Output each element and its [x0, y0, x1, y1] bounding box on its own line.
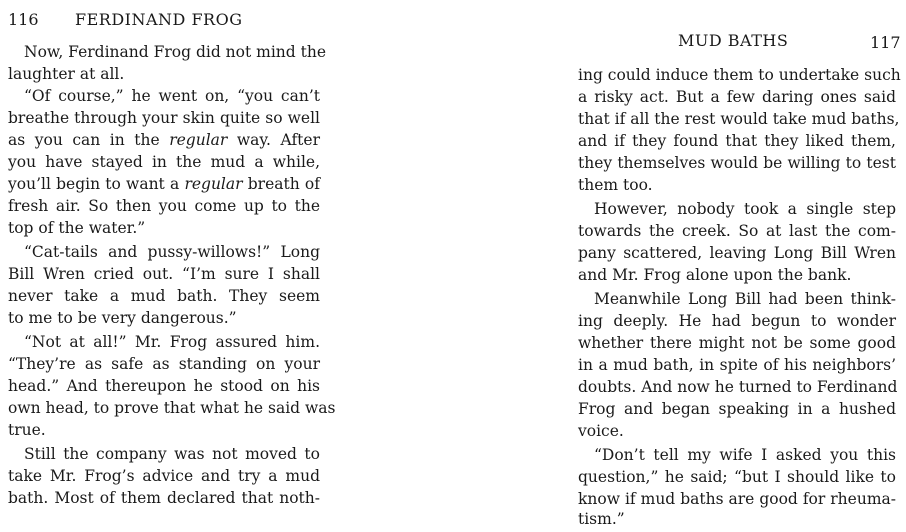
text-line: true. — [8, 421, 46, 439]
text-line: Now, Ferdinand Frog did not mind the — [24, 43, 327, 61]
text-line: tism.” — [578, 510, 625, 528]
text-line: towards the creek. So at last the com- — [578, 222, 896, 240]
text-line: question,” he said; “but I should like to — [578, 468, 896, 486]
text-line: a risky act. But a few daring ones said — [578, 88, 896, 106]
text-line: to me to be very dangerous.” — [8, 309, 237, 327]
text-line: they themselves would be willing to test — [578, 154, 896, 172]
text-line: Bill Wren cried out. “I’m sure I shall — [8, 265, 320, 283]
text-line: voice. — [578, 422, 624, 440]
text-line: bath. Most of them declared that noth- — [8, 489, 320, 507]
text-line: “Of course,” he went on, “you can’t — [24, 87, 320, 105]
text-line: own head, to prove that what he said was — [8, 399, 336, 417]
running-head: MUD BATHS — [678, 31, 789, 50]
text-line: However, nobody took a single step — [594, 200, 896, 218]
text-line: fresh air. So then you come up to the — [8, 197, 320, 215]
text-line: you have stayed in the mud a while, — [8, 153, 320, 171]
text-line: doubts. And now he turned to Ferdinand — [578, 378, 898, 396]
text-line: ing could induce them to undertake such — [578, 66, 901, 84]
text-line: you’ll begin to want a regular breath of — [8, 175, 320, 193]
text-line: Frog and began speaking in a hushed — [578, 400, 896, 418]
text-line: pany scattered, leaving Long Bill Wren — [578, 244, 896, 262]
text-line: top of the water.” — [8, 219, 146, 237]
page-number: 117 — [870, 33, 901, 52]
running-head: FERDINAND FROG — [75, 10, 243, 29]
text-line: never take a mud bath. They seem — [8, 287, 320, 305]
text-line: them too. — [578, 176, 653, 194]
text-line: breathe through your skin quite so well — [8, 109, 320, 127]
text-line: Still the company was not moved to — [24, 445, 320, 463]
page-number: 116 — [8, 10, 39, 29]
text-line: laughter at all. — [8, 65, 125, 83]
text-line: know if mud baths are good for rheuma- — [578, 490, 896, 508]
text-line: take Mr. Frog’s advice and try a mud — [8, 467, 320, 485]
text-line: whether there might not be some good — [578, 334, 896, 352]
text-line: as you can in the regular way. After — [8, 131, 320, 149]
text-line: and Mr. Frog alone upon the bank. — [578, 266, 852, 284]
text-line: head.” And thereupon he stood on his — [8, 377, 320, 395]
text-line: ing deeply. He had begun to wonder — [578, 312, 896, 330]
text-line: “Not at all!” Mr. Frog assured him. — [24, 333, 320, 351]
text-line: and if they found that they liked them, — [578, 132, 896, 150]
text-line: “Don’t tell my wife I asked you this — [594, 446, 896, 464]
text-line: in a mud bath, in spite of his neighbors’ — [578, 356, 896, 374]
text-line: “They’re as safe as standing on your — [8, 355, 320, 373]
text-line: Meanwhile Long Bill had been think- — [594, 290, 896, 308]
text-line: that if all the rest would take mud baths, — [578, 110, 900, 128]
text-line: “Cat-tails and pussy-willows!” Long — [24, 243, 320, 261]
